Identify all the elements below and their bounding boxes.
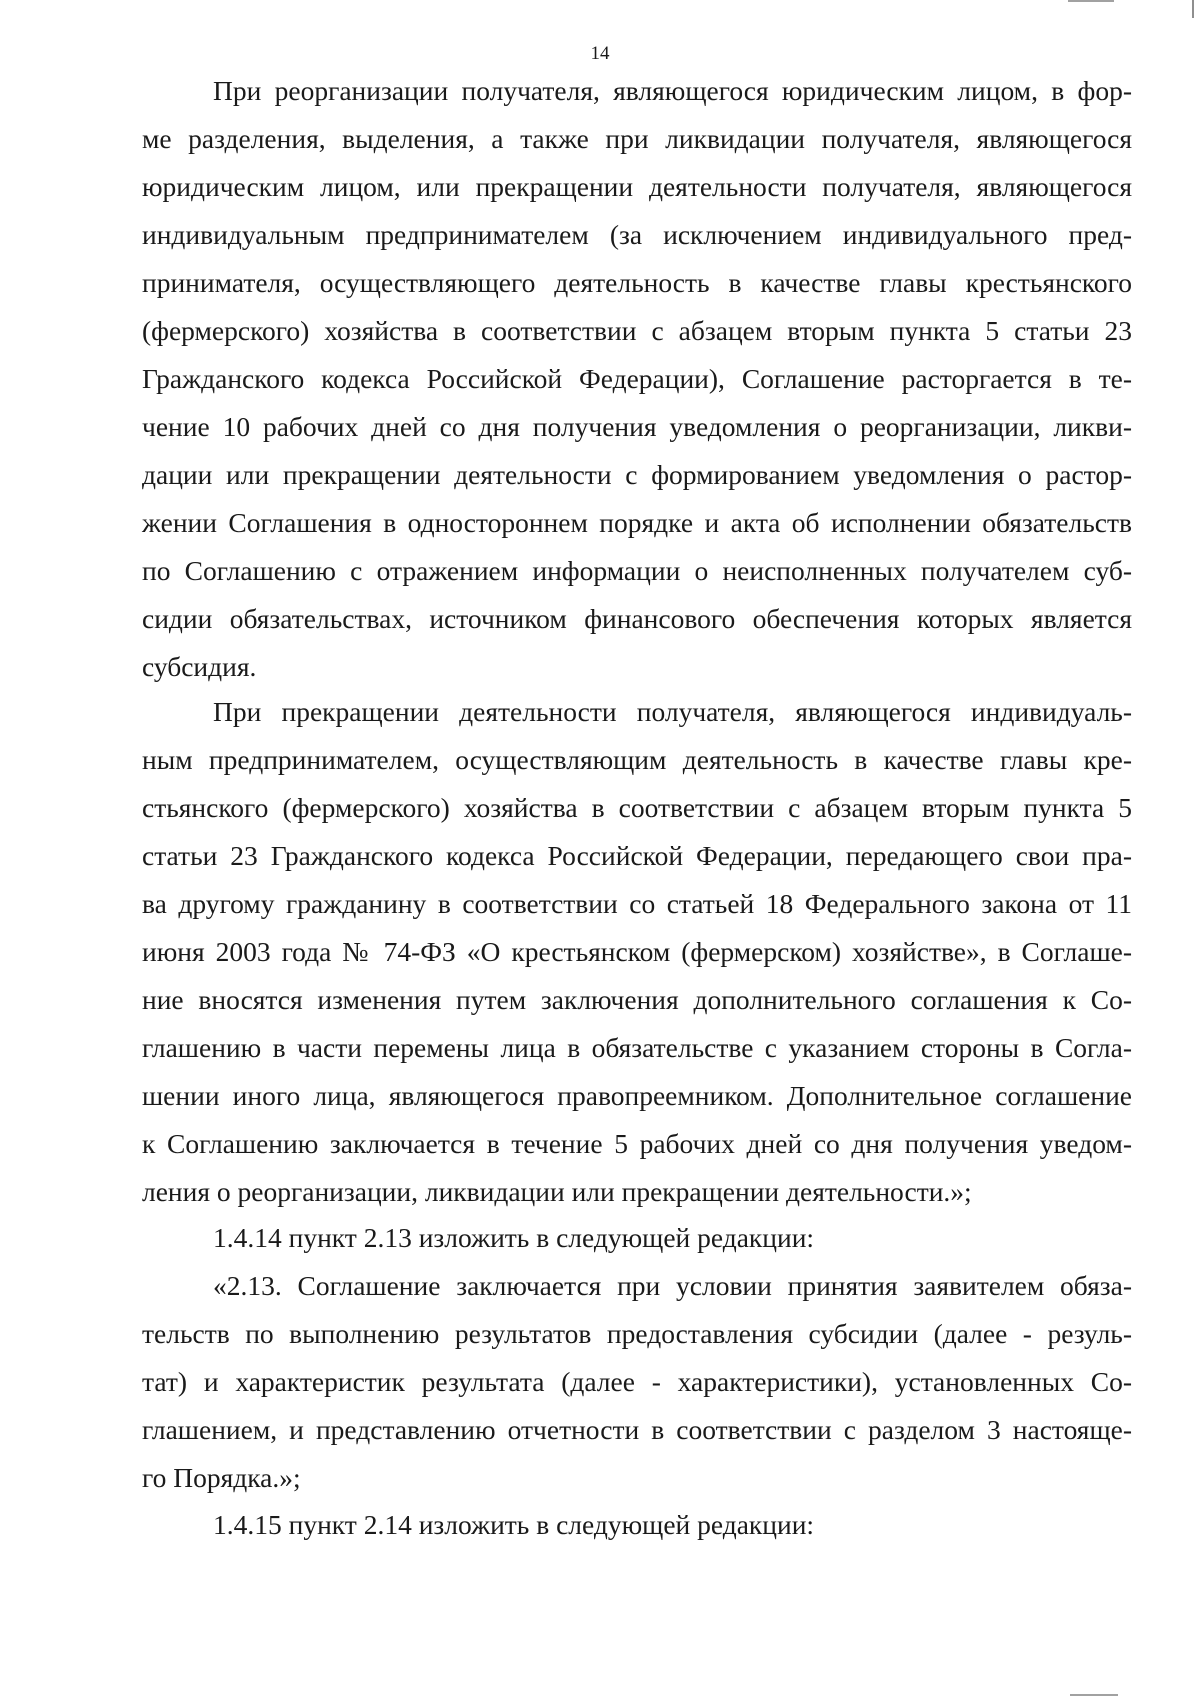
- text-line: шении иного лица, являющегося правопреемником. Дополнительное соглашение: [142, 1080, 1132, 1111]
- text-line: го Порядка.»;: [142, 1462, 301, 1493]
- paragraph-item-1-4-15: [142, 1501, 1132, 1549]
- text-line: 1.4.15 пункт 2.14 изложить в следующей редакции:: [213, 1509, 815, 1540]
- paragraph-item-1-4-14: [142, 1214, 1132, 1262]
- text-line: «2.13. Соглашение заключается при условии принятия заявителем обяза-: [213, 1270, 1132, 1301]
- text-line: сидии обязательствах, источником финансового обеспечения которых является: [142, 603, 1132, 634]
- page-number: 14: [590, 43, 610, 64]
- text-line: чение 10 рабочих дней со дня получения уведомления о реорганизации, ликви-: [142, 411, 1132, 442]
- text-line: тат) и характеристик результата (далее - характеристики), установленных Со-: [142, 1366, 1132, 1397]
- text-line: ления о реорганизации, ликвидации или прекращении деятельности.»;: [142, 1176, 972, 1207]
- text-line: статьи 23 Гражданского кодекса Российской Федерации, передающего свои пра-: [142, 840, 1132, 871]
- text-line: Гражданского кодекса Российской Федерации), Соглашение расторгается в те-: [142, 363, 1132, 394]
- text-line: по Соглашению с отражением информации о неисполненных получателем суб-: [142, 555, 1132, 586]
- text-line: дации или прекращении деятельности с формированием уведомления о растор-: [142, 459, 1132, 490]
- text-line: ва другому гражданину в соответствии со статьей 18 Федерального закона от 11: [142, 888, 1132, 919]
- text-line: юридическим лицом, или прекращении деятельности получателя, являющегося: [142, 171, 1132, 202]
- paragraph-reorganization: [142, 67, 1132, 691]
- scan-artifact: [1068, 0, 1114, 2]
- text-line: принимателя, осуществляющего деятельность в качестве главы крестьянского: [142, 267, 1132, 298]
- paragraph-clause-2-13: [142, 1262, 1132, 1502]
- scan-artifact: [1070, 1694, 1118, 1696]
- text-line: глашению в части перемены лица в обязательстве с указанием стороны в Согла-: [142, 1032, 1132, 1063]
- text-line: июня 2003 года № 74-ФЗ «О крестьянском (фермерском) хозяйстве», в Соглаше-: [142, 936, 1132, 967]
- text-line: стьянского (фермерского) хозяйства в соответствии с абзацем вторым пункта 5: [142, 792, 1132, 823]
- scan-artifact: [1192, 0, 1194, 18]
- text-line: (фермерского) хозяйства в соответствии с абзацем вторым пункта 5 статьи 23: [142, 315, 1132, 346]
- text-line: При реорганизации получателя, являющегося юридическим лицом, в фор-: [213, 75, 1132, 106]
- text-line: глашением, и представлению отчетности в соответствии с разделом 3 настояще-: [142, 1414, 1132, 1445]
- text-line: При прекращении деятельности получателя, являющегося индивидуаль-: [213, 696, 1132, 727]
- text-line: к Соглашению заключается в течение 5 рабочих дней со дня получения уведом-: [142, 1128, 1132, 1159]
- text-line: ме разделения, выделения, а также при ликвидации получателя, являющегося: [142, 123, 1132, 154]
- text-line: ным предпринимателем, осуществляющим деятельность в качестве главы кре-: [142, 744, 1132, 775]
- text-line: ние вносятся изменения путем заключения дополнительного соглашения к Со-: [142, 984, 1132, 1015]
- text-line: индивидуальным предпринимателем (за исключением индивидуального пред-: [142, 219, 1132, 250]
- paragraph-termination: [142, 688, 1132, 1216]
- text-line: тельств по выполнению результатов предоставления субсидии (далее - резуль-: [142, 1318, 1132, 1349]
- text-line: жении Соглашения в одностороннем порядке и акта об исполнении обязательств: [142, 507, 1132, 538]
- text-line: 1.4.14 пункт 2.13 изложить в следующей редакции:: [213, 1222, 815, 1253]
- text-line: субсидия.: [142, 651, 257, 682]
